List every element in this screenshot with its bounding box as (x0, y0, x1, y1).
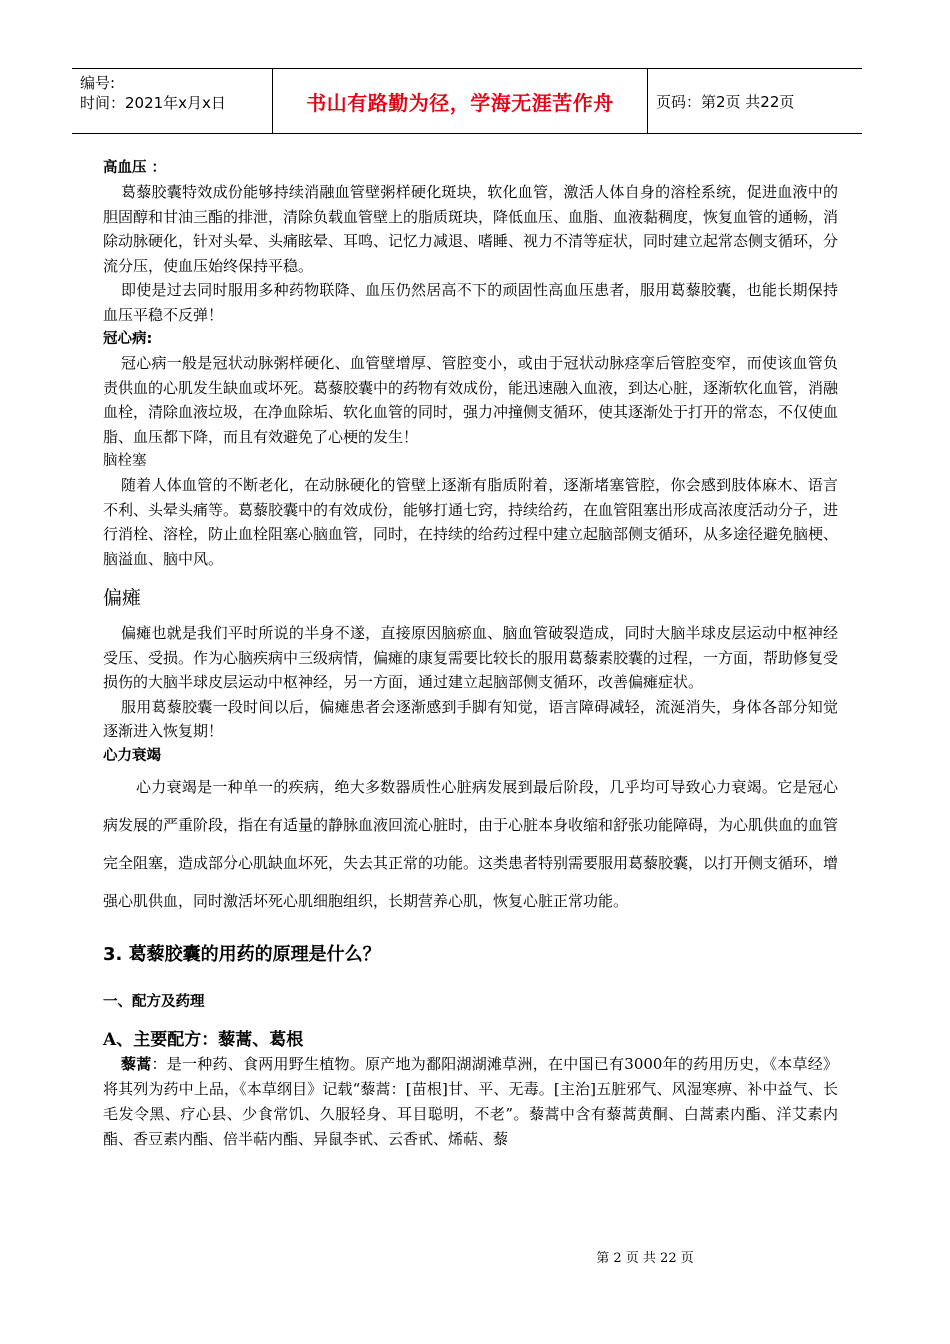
paragraph-coronary-1: 冠心病一般是冠状动脉粥样硬化、血管壁增厚、管腔变小，或由于冠状动脉痉挛后管腔变窄，而使该血管负责供血的心肌发生缺血或坏死。葛藜胶囊中的药物有效成份，能迅速融入血液，到达心脏，逐渐软化血管，消融血栓，清除血液垃圾，在净血除垢、软化血管的同时，强力冲撞侧支循环，使其逐渐处于打开的常态，不仅使血脂、血压都下降，而且有效避免了心梗的发生！ (103, 354, 839, 446)
paragraph-heart-failure-1: 心力衰竭是一种单一的疾病，绝大多数器质性心脏病发展到最后阶段，几乎均可导致心力衰竭。它是冠心病发展的严重阶段，指在有适量的静脉血液回流心脏时，由于心脏本身收缩和舒张功能障碍，为心肌供血的血管完全阻塞，造成部分心肌缺血坏死，失去其正常的功能。这类患者特别需要服用葛藜胶囊，以打开侧支循环，增强心肌供血，同时激活坏死心肌细胞组织，长期营养心肌，恢复心脏正常功能。 (103, 777, 839, 910)
footer-page-number: 第 2 页 共 22 页 (596, 1251, 694, 1266)
heading-principle: 3. 葛藜胶囊的用药的原理是什么？ (103, 943, 381, 965)
heading-hemiplegia: 偏瘫 (103, 587, 142, 609)
page-footer (0, 1247, 950, 1266)
heading-thrombosis: 脑栓塞 (103, 453, 147, 469)
paragraph-hypertension-1: 葛藜胶囊特效成份能够持续消融血管壁粥样硬化斑块，软化血管，激活人体自身的溶栓系统，促进血液中的胆固醇和甘油三酯的排泄，清除负载血管壁上的脂质斑块，降低血压、血脂、血液黏稠度，恢复血管的通畅，消除动脉硬化，针对头晕、头痛眩晕、耳鸣、记忆力减退、嗜睡、视力不清等症状，同时建立起常态侧支循环，分流分压，使血压始终保持平稳。 (103, 183, 839, 275)
time-label: 时间：2021年x月x日 (80, 94, 226, 112)
header-page-cell (648, 69, 862, 133)
page-label: 页码：第2页 共22页 (656, 92, 795, 111)
heading-formula-pharmacology: 一、配方及药理 (103, 993, 205, 1010)
header-left-cell (72, 69, 273, 133)
paragraph-herb (103, 1052, 838, 1152)
paragraph-thrombosis-1: 随着人体血管的不断老化，在动脉硬化的管壁上逐渐有脂质附着，逐渐堵塞管腔，你会感到肢体麻木、语言不利、头晕头痛等。葛藜胶囊中的有效成份，能够打通七窍，持续给药，在血管阻塞出形成高浓度活动分子，进行消栓、溶栓，防止血栓阻塞心脑血管，同时，在持续的给药过程中建立起脑部侧支循环，从多途径避免脑梗、脑溢血、脑中风。 (103, 476, 839, 568)
heading-hypertension: 高血压 ： (103, 160, 167, 176)
herb-name: 藜蒿 (121, 1054, 152, 1073)
motto-text: 书山有路勤为径，学海无涯苦作舟 (306, 90, 614, 115)
serial-label: 编号: (80, 74, 116, 92)
heading-coronary: 冠心病: (103, 331, 153, 347)
heading-main-formula: A、主要配方：藜蒿、葛根 (103, 1029, 304, 1050)
heading-heart-failure: 心力衰竭 (103, 747, 161, 764)
herb-text: ：是一种药、食两用野生植物。原产地为鄱阳湖湖滩草洲，在中国已有3000年的药用历史，《本草经》将其列为药中上品，《本草纲目》记载“藜蒿：[苗根]甘、平、无毒。[主治]五脏邪气、风湿寒痹、补中益气、长毛发令黑、疗心县、少食常饥、久服轻身、耳目聪明，不老”。藜蒿中含有藜蒿黄酮、白蒿素内酯、洋艾素内酯、香豆素内酯、倍半萜内酯、异鼠李甙、云香甙、烯萜、藜 (103, 1054, 838, 1148)
paragraph-hypertension-2: 即使是过去同时服用多种药物联降、血压仍然居高不下的顽固性高血压患者，服用葛藜胶囊，也能长期保持血压平稳不反弹！ (103, 281, 838, 324)
header-table (72, 68, 862, 134)
paragraph-hemiplegia-1: 偏瘫也就是我们平时所说的半身不遂，直接原因脑瘀血、脑血管破裂造成，同时大脑半球皮层运动中枢神经受压、受损。作为心脑疾病中三级病情，偏瘫的康复需要比较长的服用葛藜素胶囊的过程，一方面，帮助修复受损伤的大脑半球皮层运动中枢神经，另一方面，通过建立起脑部侧支循环，改善偏瘫症状。 (103, 624, 839, 691)
header-motto-cell (273, 69, 648, 133)
paragraph-hemiplegia-2: 服用葛藜胶囊一段时间以后，偏瘫患者会逐渐感到手脚有知觉，语言障碍减轻，流涎消失，身体各部分知觉逐渐进入恢复期！ (103, 697, 838, 740)
document-body (103, 156, 838, 1152)
